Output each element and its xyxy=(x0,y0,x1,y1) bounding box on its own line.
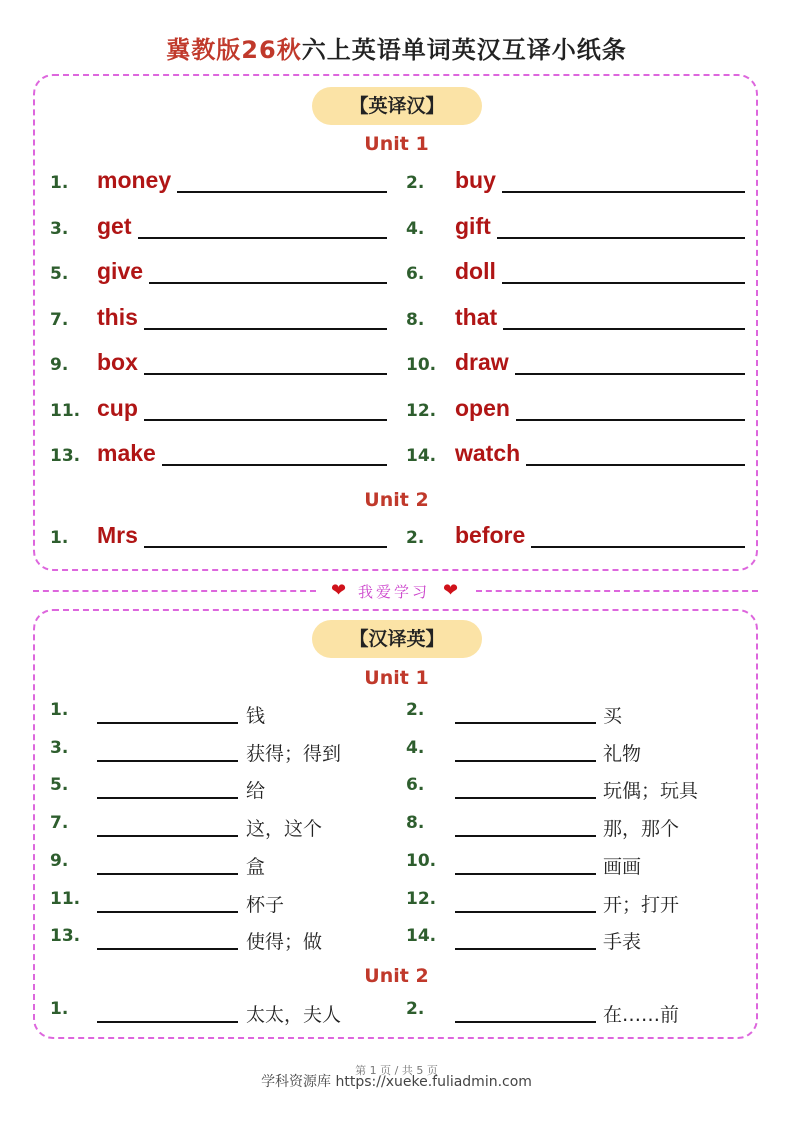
divider-left xyxy=(33,590,316,592)
item-number: 9. xyxy=(50,850,69,871)
item-number: 6. xyxy=(406,264,425,284)
page-indicator: 第 1 页 / 共 5 页 xyxy=(355,1064,438,1077)
answer-blank[interactable] xyxy=(97,948,238,950)
answer-blank[interactable] xyxy=(516,419,745,421)
answer-blank[interactable] xyxy=(497,237,745,239)
chinese-meaning: 画画 xyxy=(603,855,642,878)
answer-blank[interactable] xyxy=(455,835,596,837)
answer-blank[interactable] xyxy=(455,722,596,724)
item-number: 7. xyxy=(50,309,69,330)
en2cn-unit1-heading: Unit 1 xyxy=(364,133,429,155)
answer-blank[interactable] xyxy=(515,373,745,375)
answer-blank[interactable] xyxy=(138,237,387,239)
item-number: 7. xyxy=(50,813,69,834)
en2cn-badge: 【英译汉】 xyxy=(312,87,482,125)
heart-icon: ❤ xyxy=(331,580,347,601)
item-number: 12. xyxy=(406,888,437,909)
answer-blank[interactable] xyxy=(162,464,387,466)
answer-blank[interactable] xyxy=(455,760,596,762)
item-number: 13. xyxy=(50,926,81,947)
english-word: open xyxy=(455,394,510,421)
english-word: make xyxy=(97,440,156,466)
answer-blank[interactable] xyxy=(97,797,238,799)
answer-blank[interactable] xyxy=(177,191,387,193)
item-number: 2. xyxy=(406,528,425,548)
item-number: 12. xyxy=(406,400,437,421)
item-number: 1. xyxy=(50,700,69,720)
chinese-meaning: 那，那个 xyxy=(603,818,680,841)
answer-blank[interactable] xyxy=(97,722,238,724)
english-word: give xyxy=(97,258,144,284)
english-word: box xyxy=(97,349,138,375)
answer-blank[interactable] xyxy=(97,835,238,837)
title-rest: 六上英语单词英汉互译小纸条 xyxy=(301,36,627,64)
english-word: draw xyxy=(455,349,509,375)
chinese-meaning: 盒 xyxy=(246,855,266,878)
chinese-meaning: 在……前 xyxy=(603,1004,680,1026)
answer-blank[interactable] xyxy=(455,797,596,799)
chinese-meaning: 礼物 xyxy=(603,742,642,765)
item-number: 11. xyxy=(50,400,81,421)
answer-blank[interactable] xyxy=(144,328,387,330)
answer-blank[interactable] xyxy=(144,373,387,375)
item-number: 1. xyxy=(50,999,69,1019)
item-number: 1. xyxy=(50,528,69,548)
answer-blank[interactable] xyxy=(502,191,745,193)
answer-blank[interactable] xyxy=(144,546,387,548)
chinese-meaning: 买 xyxy=(603,705,623,727)
item-number: 4. xyxy=(406,218,425,239)
item-number: 5. xyxy=(50,775,69,796)
cn2en-badge: 【汉译英】 xyxy=(312,620,482,658)
chinese-meaning: 钱 xyxy=(246,705,266,727)
english-word: money xyxy=(97,167,172,193)
answer-blank[interactable] xyxy=(149,282,387,284)
item-number: 10. xyxy=(406,355,437,375)
item-number: 14. xyxy=(406,446,437,466)
answer-blank[interactable] xyxy=(503,328,745,330)
english-word: buy xyxy=(455,167,496,193)
item-number: 9. xyxy=(50,355,69,375)
en2cn-unit2-heading: Unit 2 xyxy=(364,489,429,511)
english-word: doll xyxy=(455,258,496,284)
item-number: 3. xyxy=(50,218,69,239)
title-highlight: 冀教版26秋 xyxy=(166,36,302,64)
chinese-meaning: 太太，夫人 xyxy=(246,1004,342,1026)
source-footer: 学科资源库 https://xueke.fuliadmin.com xyxy=(261,1074,532,1090)
english-word: cup xyxy=(97,394,138,421)
english-word: Mrs xyxy=(97,522,138,548)
chinese-meaning: 开；打开 xyxy=(603,893,680,916)
answer-blank[interactable] xyxy=(97,911,238,913)
answer-blank[interactable] xyxy=(97,1021,238,1023)
cn2en-unit1-heading: Unit 1 xyxy=(364,667,429,689)
english-word: get xyxy=(97,212,132,239)
item-number: 4. xyxy=(406,737,425,758)
item-number: 2. xyxy=(406,700,425,720)
item-number: 8. xyxy=(406,813,425,834)
item-number: 10. xyxy=(406,850,437,871)
item-number: 8. xyxy=(406,309,425,330)
chinese-meaning: 给 xyxy=(246,780,266,803)
chinese-meaning: 杯子 xyxy=(246,893,285,916)
answer-blank[interactable] xyxy=(526,464,745,466)
page-title xyxy=(0,30,793,65)
chinese-meaning: 这，这个 xyxy=(246,818,323,841)
item-number: 6. xyxy=(406,775,425,796)
answer-blank[interactable] xyxy=(97,873,238,875)
chinese-meaning: 获得；得到 xyxy=(246,742,342,765)
chinese-meaning: 手表 xyxy=(603,931,642,954)
divider-text: 我爱学习 xyxy=(358,583,431,601)
item-number: 13. xyxy=(50,446,81,466)
heart-icon: ❤ xyxy=(443,580,459,601)
item-number: 3. xyxy=(50,737,69,758)
english-word: before xyxy=(455,522,526,548)
answer-blank[interactable] xyxy=(455,873,596,875)
answer-blank[interactable] xyxy=(97,760,238,762)
item-number: 1. xyxy=(50,173,69,193)
divider-right xyxy=(476,590,758,592)
answer-blank[interactable] xyxy=(455,1021,596,1023)
answer-blank[interactable] xyxy=(455,948,596,950)
answer-blank[interactable] xyxy=(455,911,596,913)
chinese-meaning: 玩偶；玩具 xyxy=(603,780,699,803)
english-word: that xyxy=(455,303,498,330)
answer-blank[interactable] xyxy=(531,546,745,548)
item-number: 11. xyxy=(50,888,81,909)
cn2en-unit2-heading: Unit 2 xyxy=(364,965,429,987)
english-word: this xyxy=(97,303,138,330)
answer-blank[interactable] xyxy=(502,282,745,284)
item-number: 14. xyxy=(406,926,437,947)
item-number: 2. xyxy=(406,173,425,193)
english-word: watch xyxy=(455,440,521,466)
answer-blank[interactable] xyxy=(144,419,387,421)
item-number: 2. xyxy=(406,999,425,1019)
english-word: gift xyxy=(455,212,491,239)
item-number: 5. xyxy=(50,264,69,284)
chinese-meaning: 使得；做 xyxy=(246,931,323,954)
